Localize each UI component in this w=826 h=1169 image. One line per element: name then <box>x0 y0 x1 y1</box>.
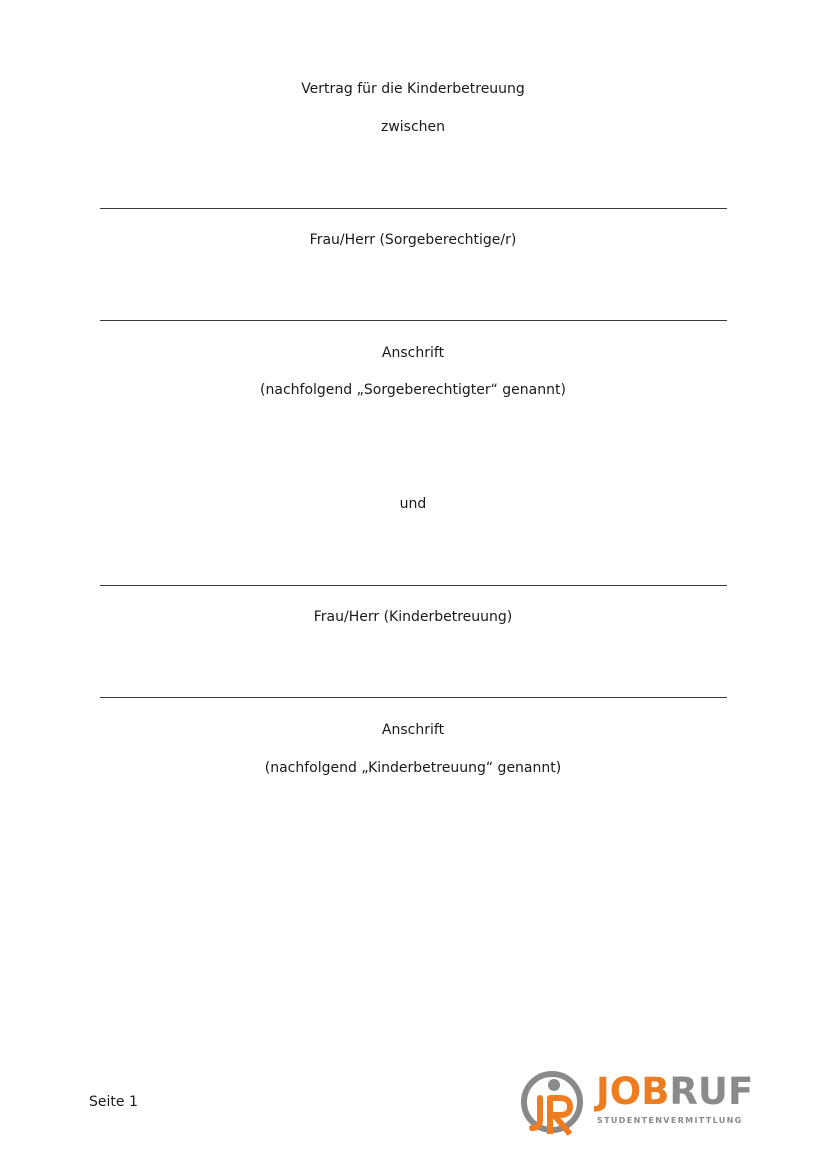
logo-word-job: JOB <box>596 1070 670 1113</box>
signature-line-party1-address <box>100 320 727 321</box>
party2-address-label: Anschrift <box>381 722 445 738</box>
jobruf-logo-wordmark <box>596 1072 753 1112</box>
signature-line-party2-address <box>100 697 727 698</box>
party2-name-label: Frau/Herr (Kinderbetreuung) <box>313 609 513 625</box>
party1-designation: (nachfolgend „Sorgeberechtigter“ genannt) <box>260 382 566 398</box>
party1-address-label: Anschrift <box>381 345 445 361</box>
jobruf-logo <box>518 1066 754 1138</box>
signature-line-party1-name <box>100 208 727 209</box>
party2-designation: (nachfolgend „Kinderbetreuung“ genannt) <box>264 760 562 776</box>
logo-tagline: STUDENTENVERMITTLUNG <box>597 1116 743 1125</box>
page-number: Seite 1 <box>89 1094 138 1110</box>
party1-name-label: Frau/Herr (Sorgeberechtige/r) <box>309 232 517 248</box>
between-text: zwischen <box>380 119 446 135</box>
and-text: und <box>399 496 427 512</box>
signature-line-party2-name <box>100 585 727 586</box>
logo-word-ruf: RUF <box>669 1070 754 1113</box>
document-title: Vertrag für die Kinderbetreuung <box>301 81 525 97</box>
jobruf-logo-icon <box>518 1068 586 1136</box>
